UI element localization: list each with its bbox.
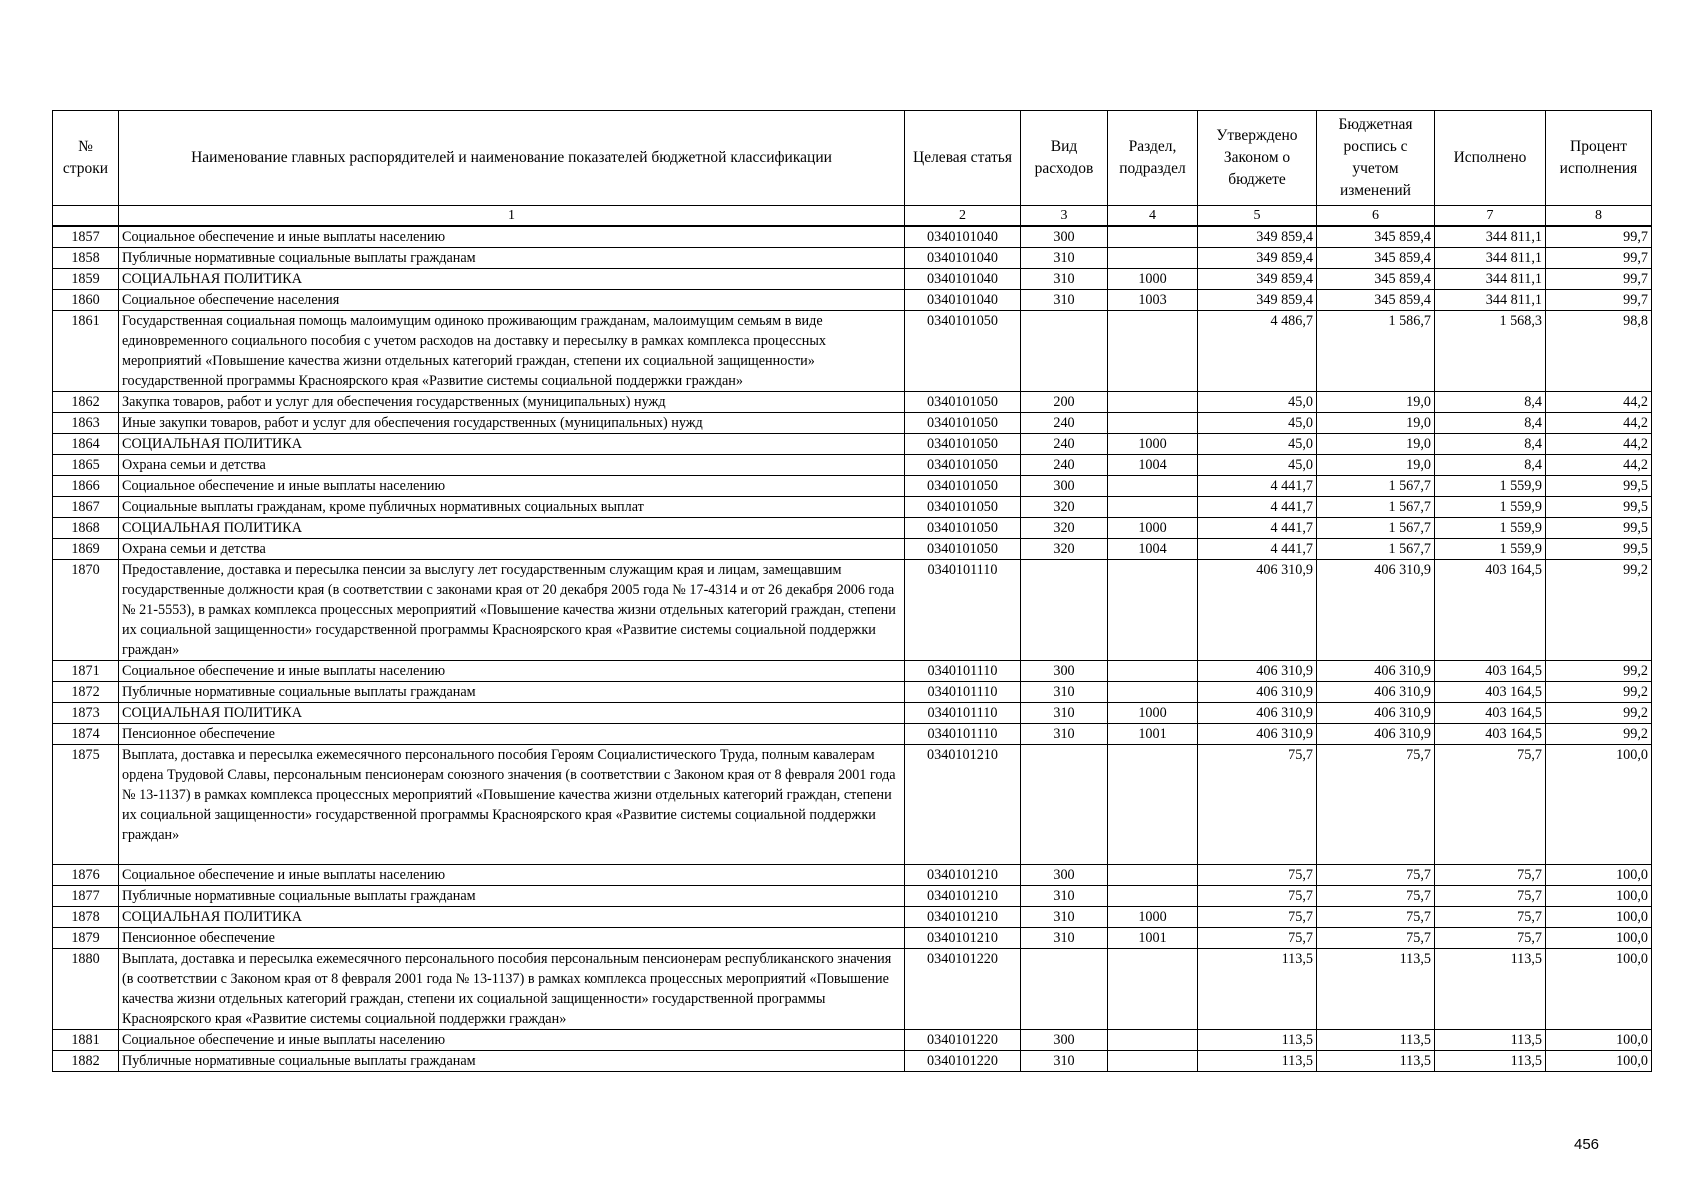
row-number-cell: 1876 — [53, 865, 119, 886]
section-cell — [1108, 682, 1198, 703]
executed-cell: 1 568,3 — [1435, 311, 1546, 392]
percent-cell: 99,2 — [1546, 560, 1652, 661]
approved-cell: 406 310,9 — [1198, 661, 1317, 682]
approved-cell: 4 441,7 — [1198, 518, 1317, 539]
budget-list-cell: 1 567,7 — [1317, 476, 1435, 497]
header-section: Раздел, подраздел — [1108, 111, 1198, 206]
section-cell: 1000 — [1108, 518, 1198, 539]
row-name-cell: Государственная социальная помощь малоимущим одиноко проживающим гражданам, малоимущим семьям в виде единовременного социального пособия с учетом расходов на доставку и пересылку в рамках комплекса процессных мероприятий «Повышение качества жизни отдельных категорий граждан, степени их социальной защищенности» государственной программы Красноярского края «Развитие системы социальной поддержки граждан» — [119, 311, 905, 392]
section-cell — [1108, 949, 1198, 1030]
budget-list-cell: 113,5 — [1317, 949, 1435, 1030]
percent-cell: 99,7 — [1546, 290, 1652, 311]
row-name-cell: Пенсионное обеспечение — [119, 724, 905, 745]
budget-list-cell: 1 586,7 — [1317, 311, 1435, 392]
row-name-cell: Закупка товаров, работ и услуг для обеспечения государственных (муниципальных) нужд — [119, 392, 905, 413]
approved-cell: 4 441,7 — [1198, 539, 1317, 560]
table-row — [53, 886, 1652, 907]
executed-cell: 75,7 — [1435, 928, 1546, 949]
section-cell — [1108, 497, 1198, 518]
approved-cell: 75,7 — [1198, 928, 1317, 949]
percent-cell: 100,0 — [1546, 949, 1652, 1030]
table-row — [53, 703, 1652, 724]
row-name-cell: Выплата, доставка и пересылка ежемесячного персонального пособия Героям Социалистического Труда, полным кавалерам ордена Трудовой Славы, персональным пенсионерам союзного значения (в соответствии с Законом края от 8 февраля 2001 года № 13-1137) в рамках комплекса процессных мероприятий «Повышение качества жизни отдельных категорий граждан, степени их социальной защищенности» государственной программы Красноярского края «Развитие системы социальной поддержки граждан» — [119, 745, 905, 865]
row-name-cell: СОЦИАЛЬНАЯ ПОЛИТИКА — [119, 434, 905, 455]
table-row — [53, 413, 1652, 434]
row-name-cell: СОЦИАЛЬНАЯ ПОЛИТИКА — [119, 518, 905, 539]
executed-cell: 403 164,5 — [1435, 661, 1546, 682]
row-name-cell: СОЦИАЛЬНАЯ ПОЛИТИКА — [119, 907, 905, 928]
executed-cell: 344 811,1 — [1435, 248, 1546, 269]
expense-type-cell: 300 — [1021, 661, 1108, 682]
row-name-cell: Социальные выплаты гражданам, кроме публичных нормативных социальных выплат — [119, 497, 905, 518]
row-number-cell: 1867 — [53, 497, 119, 518]
table-row — [53, 865, 1652, 886]
row-number-cell: 1857 — [53, 226, 119, 248]
executed-cell: 113,5 — [1435, 1051, 1546, 1072]
table-row — [53, 907, 1652, 928]
percent-cell: 99,5 — [1546, 539, 1652, 560]
budget-list-cell: 406 310,9 — [1317, 682, 1435, 703]
table-row — [53, 724, 1652, 745]
section-cell: 1000 — [1108, 269, 1198, 290]
executed-cell: 403 164,5 — [1435, 682, 1546, 703]
section-cell: 1004 — [1108, 455, 1198, 476]
section-cell — [1108, 1051, 1198, 1072]
header-expense-type: Вид расходов — [1021, 111, 1108, 206]
executed-cell: 344 811,1 — [1435, 226, 1546, 248]
section-cell — [1108, 560, 1198, 661]
expense-type-cell: 300 — [1021, 865, 1108, 886]
expense-type-cell: 300 — [1021, 476, 1108, 497]
row-number-cell: 1870 — [53, 560, 119, 661]
row-number-cell: 1861 — [53, 311, 119, 392]
budget-list-cell: 19,0 — [1317, 434, 1435, 455]
percent-cell: 99,2 — [1546, 682, 1652, 703]
row-number-cell: 1874 — [53, 724, 119, 745]
table-row — [53, 1051, 1652, 1072]
target-article-cell: 0340101210 — [905, 907, 1021, 928]
header-name: Наименование главных распорядителей и наименование показателей бюджетной классификации — [119, 111, 905, 206]
row-number-cell: 1880 — [53, 949, 119, 1030]
target-article-cell: 0340101210 — [905, 886, 1021, 907]
budget-list-cell: 113,5 — [1317, 1030, 1435, 1051]
executed-cell: 75,7 — [1435, 865, 1546, 886]
percent-cell: 99,7 — [1546, 269, 1652, 290]
row-number-cell: 1863 — [53, 413, 119, 434]
executed-cell: 1 559,9 — [1435, 497, 1546, 518]
budget-list-cell: 1 567,7 — [1317, 518, 1435, 539]
table-row — [53, 269, 1652, 290]
table-row — [53, 248, 1652, 269]
expense-type-cell: 310 — [1021, 724, 1108, 745]
target-article-cell: 0340101040 — [905, 290, 1021, 311]
table-row — [53, 311, 1652, 392]
row-name-cell: Социальное обеспечение населения — [119, 290, 905, 311]
budget-list-cell: 406 310,9 — [1317, 560, 1435, 661]
target-article-cell: 0340101110 — [905, 703, 1021, 724]
table-row — [53, 497, 1652, 518]
expense-type-cell: 310 — [1021, 928, 1108, 949]
table-row — [53, 476, 1652, 497]
approved-cell: 113,5 — [1198, 949, 1317, 1030]
approved-cell: 406 310,9 — [1198, 560, 1317, 661]
row-name-cell: Социальное обеспечение и иные выплаты населению — [119, 1030, 905, 1051]
section-cell — [1108, 392, 1198, 413]
executed-cell: 75,7 — [1435, 907, 1546, 928]
budget-list-cell: 1 567,7 — [1317, 539, 1435, 560]
column-number: 5 — [1198, 206, 1317, 227]
budget-list-cell: 19,0 — [1317, 392, 1435, 413]
row-number-cell: 1860 — [53, 290, 119, 311]
row-number-cell: 1864 — [53, 434, 119, 455]
executed-cell: 8,4 — [1435, 455, 1546, 476]
section-cell — [1108, 476, 1198, 497]
section-cell: 1000 — [1108, 907, 1198, 928]
target-article-cell: 0340101110 — [905, 682, 1021, 703]
budget-list-cell: 345 859,4 — [1317, 248, 1435, 269]
row-name-cell: Предоставление, доставка и пересылка пенсии за выслугу лет государственным служащим края и лицам, замещавшим государственные должности края (в соответствии с законами края от 20 декабря 2005 года № 17-4314 и от 26 декабря 2006 года № 21-5553), в рамках комплекса процессных мероприятий «Повышение качества жизни отдельных категорий граждан, степени их социальной защищенности» государственной программы Красноярского края «Развитие системы социальной поддержки граждан» — [119, 560, 905, 661]
target-article-cell: 0340101050 — [905, 413, 1021, 434]
row-name-cell: Пенсионное обеспечение — [119, 928, 905, 949]
budget-list-cell: 19,0 — [1317, 413, 1435, 434]
executed-cell: 344 811,1 — [1435, 269, 1546, 290]
expense-type-cell: 240 — [1021, 434, 1108, 455]
header-approved: Утверждено Законом о бюджете — [1198, 111, 1317, 206]
executed-cell: 75,7 — [1435, 886, 1546, 907]
table-row — [53, 226, 1652, 248]
target-article-cell: 0340101110 — [905, 724, 1021, 745]
approved-cell: 113,5 — [1198, 1030, 1317, 1051]
expense-type-cell — [1021, 311, 1108, 392]
row-name-cell: Публичные нормативные социальные выплаты гражданам — [119, 1051, 905, 1072]
target-article-cell: 0340101110 — [905, 560, 1021, 661]
executed-cell: 1 559,9 — [1435, 476, 1546, 497]
percent-cell: 99,5 — [1546, 518, 1652, 539]
row-number-cell: 1868 — [53, 518, 119, 539]
budget-list-cell: 1 567,7 — [1317, 497, 1435, 518]
percent-cell: 98,8 — [1546, 311, 1652, 392]
approved-cell: 406 310,9 — [1198, 682, 1317, 703]
target-article-cell: 0340101050 — [905, 539, 1021, 560]
row-name-cell: Социальное обеспечение и иные выплаты населению — [119, 865, 905, 886]
target-article-cell: 0340101220 — [905, 1030, 1021, 1051]
table-row — [53, 949, 1652, 1030]
target-article-cell: 0340101220 — [905, 949, 1021, 1030]
expense-type-cell: 240 — [1021, 413, 1108, 434]
expense-type-cell: 310 — [1021, 907, 1108, 928]
percent-cell: 99,2 — [1546, 661, 1652, 682]
percent-cell: 99,5 — [1546, 476, 1652, 497]
executed-cell: 403 164,5 — [1435, 724, 1546, 745]
executed-cell: 75,7 — [1435, 745, 1546, 865]
column-number-row — [53, 206, 1652, 227]
section-cell — [1108, 413, 1198, 434]
row-number-cell: 1881 — [53, 1030, 119, 1051]
expense-type-cell: 300 — [1021, 226, 1108, 248]
page-number: 456 — [1574, 1136, 1600, 1153]
row-name-cell: Публичные нормативные социальные выплаты гражданам — [119, 886, 905, 907]
header-row-no: № строки — [53, 111, 119, 206]
section-cell: 1000 — [1108, 434, 1198, 455]
section-cell: 1001 — [1108, 724, 1198, 745]
row-name-cell: Иные закупки товаров, работ и услуг для обеспечения государственных (муниципальных) нужд — [119, 413, 905, 434]
section-cell: 1004 — [1108, 539, 1198, 560]
section-cell — [1108, 886, 1198, 907]
expense-type-cell: 310 — [1021, 290, 1108, 311]
approved-cell: 75,7 — [1198, 886, 1317, 907]
row-name-cell: Публичные нормативные социальные выплаты гражданам — [119, 682, 905, 703]
row-name-cell: Охрана семьи и детства — [119, 539, 905, 560]
target-article-cell: 0340101040 — [905, 226, 1021, 248]
column-number: 7 — [1435, 206, 1546, 227]
approved-cell: 4 486,7 — [1198, 311, 1317, 392]
row-number-cell: 1866 — [53, 476, 119, 497]
row-number-cell: 1873 — [53, 703, 119, 724]
section-cell — [1108, 661, 1198, 682]
executed-cell: 113,5 — [1435, 1030, 1546, 1051]
column-number: 2 — [905, 206, 1021, 227]
table-row — [53, 290, 1652, 311]
percent-cell: 100,0 — [1546, 1051, 1652, 1072]
target-article-cell: 0340101040 — [905, 248, 1021, 269]
approved-cell: 4 441,7 — [1198, 497, 1317, 518]
target-article-cell: 0340101050 — [905, 518, 1021, 539]
target-article-cell: 0340101210 — [905, 745, 1021, 865]
budget-list-cell: 345 859,4 — [1317, 290, 1435, 311]
table-row — [53, 392, 1652, 413]
target-article-cell: 0340101050 — [905, 392, 1021, 413]
percent-cell: 100,0 — [1546, 865, 1652, 886]
row-number-cell: 1875 — [53, 745, 119, 865]
row-name-cell: Социальное обеспечение и иные выплаты населению — [119, 661, 905, 682]
percent-cell: 100,0 — [1546, 907, 1652, 928]
budget-list-cell: 345 859,4 — [1317, 226, 1435, 248]
expense-type-cell — [1021, 949, 1108, 1030]
percent-cell: 44,2 — [1546, 392, 1652, 413]
column-number: 3 — [1021, 206, 1108, 227]
table-row — [53, 518, 1652, 539]
budget-list-cell: 75,7 — [1317, 745, 1435, 865]
budget-list-cell: 75,7 — [1317, 865, 1435, 886]
target-article-cell: 0340101040 — [905, 269, 1021, 290]
percent-cell: 100,0 — [1546, 928, 1652, 949]
header-percent: Процент исполнения — [1546, 111, 1652, 206]
column-number: 8 — [1546, 206, 1652, 227]
approved-cell: 75,7 — [1198, 907, 1317, 928]
percent-cell: 100,0 — [1546, 1030, 1652, 1051]
budget-list-cell: 113,5 — [1317, 1051, 1435, 1072]
percent-cell: 44,2 — [1546, 413, 1652, 434]
section-cell — [1108, 226, 1198, 248]
expense-type-cell — [1021, 560, 1108, 661]
table-row — [53, 1030, 1652, 1051]
expense-type-cell: 240 — [1021, 455, 1108, 476]
column-number: 1 — [119, 206, 905, 227]
row-number-cell: 1862 — [53, 392, 119, 413]
percent-cell: 44,2 — [1546, 455, 1652, 476]
expense-type-cell: 320 — [1021, 518, 1108, 539]
approved-cell: 113,5 — [1198, 1051, 1317, 1072]
row-name-cell: Охрана семьи и детства — [119, 455, 905, 476]
header-budget-list: Бюджетная роспись с учетом изменений — [1317, 111, 1435, 206]
row-number-cell: 1872 — [53, 682, 119, 703]
table-body — [53, 226, 1652, 1072]
section-cell — [1108, 311, 1198, 392]
budget-list-cell: 75,7 — [1317, 928, 1435, 949]
approved-cell: 349 859,4 — [1198, 248, 1317, 269]
target-article-cell: 0340101110 — [905, 661, 1021, 682]
approved-cell: 349 859,4 — [1198, 290, 1317, 311]
approved-cell: 406 310,9 — [1198, 703, 1317, 724]
executed-cell: 344 811,1 — [1435, 290, 1546, 311]
expense-type-cell: 310 — [1021, 248, 1108, 269]
expense-type-cell: 310 — [1021, 703, 1108, 724]
target-article-cell: 0340101050 — [905, 476, 1021, 497]
approved-cell: 75,7 — [1198, 745, 1317, 865]
expense-type-cell: 310 — [1021, 886, 1108, 907]
row-number-cell: 1869 — [53, 539, 119, 560]
row-number-cell: 1858 — [53, 248, 119, 269]
executed-cell: 113,5 — [1435, 949, 1546, 1030]
target-article-cell: 0340101220 — [905, 1051, 1021, 1072]
row-name-cell: Социальное обеспечение и иные выплаты населению — [119, 476, 905, 497]
column-number: 6 — [1317, 206, 1435, 227]
budget-list-cell: 75,7 — [1317, 886, 1435, 907]
row-name-cell: СОЦИАЛЬНАЯ ПОЛИТИКА — [119, 269, 905, 290]
expense-type-cell: 300 — [1021, 1030, 1108, 1051]
column-number: 4 — [1108, 206, 1198, 227]
row-number-cell: 1865 — [53, 455, 119, 476]
header-target-article: Целевая статья — [905, 111, 1021, 206]
table-row — [53, 455, 1652, 476]
row-name-cell: Публичные нормативные социальные выплаты гражданам — [119, 248, 905, 269]
expense-type-cell: 310 — [1021, 269, 1108, 290]
target-article-cell: 0340101050 — [905, 311, 1021, 392]
row-number-cell: 1871 — [53, 661, 119, 682]
approved-cell: 45,0 — [1198, 392, 1317, 413]
budget-list-cell: 75,7 — [1317, 907, 1435, 928]
budget-list-cell: 406 310,9 — [1317, 703, 1435, 724]
section-cell — [1108, 865, 1198, 886]
row-number-cell: 1859 — [53, 269, 119, 290]
table-row — [53, 434, 1652, 455]
target-article-cell: 0340101050 — [905, 497, 1021, 518]
section-cell: 1003 — [1108, 290, 1198, 311]
expense-type-cell: 310 — [1021, 1051, 1108, 1072]
row-name-cell: СОЦИАЛЬНАЯ ПОЛИТИКА — [119, 703, 905, 724]
row-number-cell: 1877 — [53, 886, 119, 907]
percent-cell: 99,5 — [1546, 497, 1652, 518]
table-row — [53, 682, 1652, 703]
row-number-cell: 1878 — [53, 907, 119, 928]
executed-cell: 1 559,9 — [1435, 539, 1546, 560]
approved-cell: 4 441,7 — [1198, 476, 1317, 497]
executed-cell: 403 164,5 — [1435, 560, 1546, 661]
expense-type-cell: 320 — [1021, 539, 1108, 560]
percent-cell: 99,7 — [1546, 226, 1652, 248]
approved-cell: 45,0 — [1198, 434, 1317, 455]
approved-cell: 75,7 — [1198, 865, 1317, 886]
section-cell — [1108, 1030, 1198, 1051]
column-number-blank — [53, 206, 119, 227]
percent-cell: 100,0 — [1546, 886, 1652, 907]
budget-list-cell: 406 310,9 — [1317, 661, 1435, 682]
approved-cell: 349 859,4 — [1198, 269, 1317, 290]
section-cell: 1001 — [1108, 928, 1198, 949]
table-row — [53, 560, 1652, 661]
executed-cell: 1 559,9 — [1435, 518, 1546, 539]
expense-type-cell: 200 — [1021, 392, 1108, 413]
executed-cell: 8,4 — [1435, 392, 1546, 413]
percent-cell: 99,2 — [1546, 703, 1652, 724]
percent-cell: 100,0 — [1546, 745, 1652, 865]
approved-cell: 349 859,4 — [1198, 226, 1317, 248]
percent-cell: 99,2 — [1546, 724, 1652, 745]
header-executed: Исполнено — [1435, 111, 1546, 206]
executed-cell: 8,4 — [1435, 413, 1546, 434]
approved-cell: 45,0 — [1198, 455, 1317, 476]
row-name-cell: Выплата, доставка и пересылка ежемесячного персонального пособия персональным пенсионерам республиканского значения (в соответствии с Законом края от 8 февраля 2001 года № 13-1137) в рамках комплекса процессных мероприятий «Повышение качества жизни отдельных категорий граждан, степени их социальной защищенности» государственной программы Красноярского края «Развитие системы социальной поддержки граждан» — [119, 949, 905, 1030]
expense-type-cell: 320 — [1021, 497, 1108, 518]
table-row — [53, 745, 1652, 865]
expense-type-cell — [1021, 745, 1108, 865]
budget-list-cell: 406 310,9 — [1317, 724, 1435, 745]
percent-cell: 99,7 — [1546, 248, 1652, 269]
budget-list-cell: 19,0 — [1317, 455, 1435, 476]
executed-cell: 403 164,5 — [1435, 703, 1546, 724]
budget-list-cell: 345 859,4 — [1317, 269, 1435, 290]
table-header — [53, 111, 1652, 227]
budget-execution-table — [52, 110, 1652, 1072]
section-cell: 1000 — [1108, 703, 1198, 724]
expense-type-cell: 310 — [1021, 682, 1108, 703]
table-row — [53, 539, 1652, 560]
row-name-cell: Социальное обеспечение и иные выплаты населению — [119, 226, 905, 248]
percent-cell: 44,2 — [1546, 434, 1652, 455]
table-row — [53, 928, 1652, 949]
executed-cell: 8,4 — [1435, 434, 1546, 455]
row-number-cell: 1882 — [53, 1051, 119, 1072]
target-article-cell: 0340101210 — [905, 865, 1021, 886]
target-article-cell: 0340101050 — [905, 434, 1021, 455]
section-cell — [1108, 248, 1198, 269]
row-number-cell: 1879 — [53, 928, 119, 949]
target-article-cell: 0340101210 — [905, 928, 1021, 949]
approved-cell: 406 310,9 — [1198, 724, 1317, 745]
approved-cell: 45,0 — [1198, 413, 1317, 434]
target-article-cell: 0340101050 — [905, 455, 1021, 476]
section-cell — [1108, 745, 1198, 865]
table-row — [53, 661, 1652, 682]
